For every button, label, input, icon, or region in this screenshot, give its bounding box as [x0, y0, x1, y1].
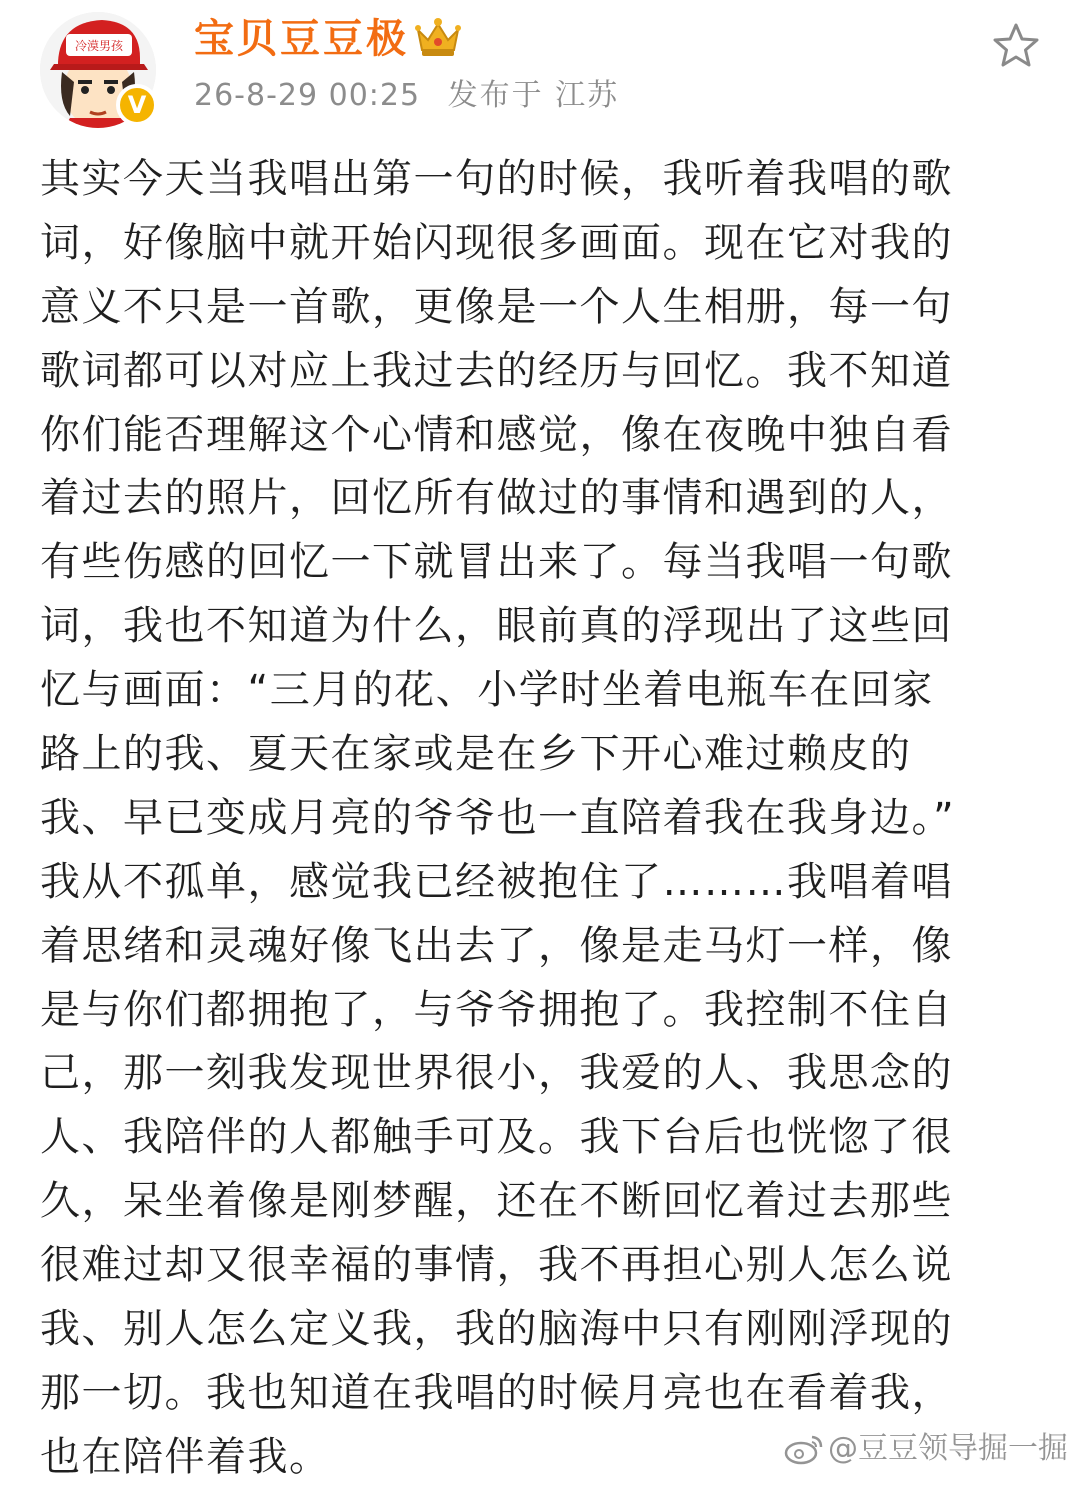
post-text-line: 我从不孤单，感觉我已经被抱住了………我唱着唱 — [40, 858, 953, 905]
post-header — [0, 0, 1080, 140]
post-text-line: 着过去的照片，回忆所有做过的事情和遇到的人， — [40, 475, 953, 522]
crown-badge-icon — [412, 16, 464, 60]
post-text-line: 词，好像脑中就开始闪现很多画面。现在它对我的 — [40, 219, 953, 266]
username[interactable]: 宝贝豆豆极 — [194, 16, 409, 62]
post-content — [40, 148, 1040, 1490]
post-text-line: 忆与画面：“三月的花、小学时坐着电瓶车在回家 — [40, 667, 934, 714]
post-meta — [194, 74, 619, 118]
post-text-line: 词，我也不知道为什么，眼前真的浮现出了这些回 — [40, 603, 953, 650]
post-text-line: 久，呆坐着像是刚梦醒，还在不断回忆着过去那些 — [40, 1178, 953, 1225]
post-text-line: 歌词都可以对应上我过去的经历与回忆。我不知道 — [40, 347, 953, 394]
watermark-text: @豆豆领导掘一掘 — [828, 1431, 1068, 1466]
post-text-line: 也在陪伴着我。 — [40, 1433, 331, 1480]
post-text-line: 其实今天当我唱出第一句的时候，我听着我唱的歌 — [40, 156, 953, 202]
favorite-star-icon[interactable] — [990, 20, 1042, 72]
post-text-line: 己，那一刻我发现世界很小，我爱的人、我思念的 — [40, 1050, 953, 1097]
post-text-line: 意义不只是一首歌，更像是一个人生相册，每一句 — [40, 283, 953, 330]
post-text-line: 你们能否理解这个心情和感觉，像在夜晚中独自看 — [40, 411, 953, 458]
post-text-line: 是与你们都拥抱了，与爷爷拥抱了。我控制不住自 — [40, 986, 953, 1033]
post-text-line: 着思绪和灵魂好像飞出去了，像是走马灯一样，像 — [40, 922, 953, 969]
verified-badge: V — [116, 84, 158, 126]
post-text-line: 那一切。我也知道在我唱的时候月亮也在看着我， — [40, 1369, 953, 1416]
post-text-line: 很难过却又很幸福的事情，我不再担心别人怎么说 — [40, 1242, 953, 1289]
avatar-cap-text: 冷漠男孩 — [74, 39, 124, 53]
post-text-line: 人、我陪伴的人都触手可及。我下台后也恍惚了很 — [40, 1114, 953, 1161]
post-location: 发布于 江苏 — [447, 78, 620, 113]
post-text-line: 有些伤感的回忆一下就冒出来了。每当我唱一句歌 — [40, 539, 953, 586]
weibo-logo-icon — [784, 1433, 824, 1465]
weibo-watermark — [784, 1429, 1068, 1469]
post-text-line: 路上的我、夏天在家或是在乡下开心难过赖皮的 — [40, 731, 912, 778]
post-text-line: 我、别人怎么定义我，我的脑海中只有刚刚浮现的 — [40, 1306, 953, 1353]
post-timestamp: 26-8-29 00:25 — [194, 78, 421, 113]
post-text-line: 我、早已变成月亮的爷爷也一直陪着我在我身边。” — [40, 794, 956, 841]
